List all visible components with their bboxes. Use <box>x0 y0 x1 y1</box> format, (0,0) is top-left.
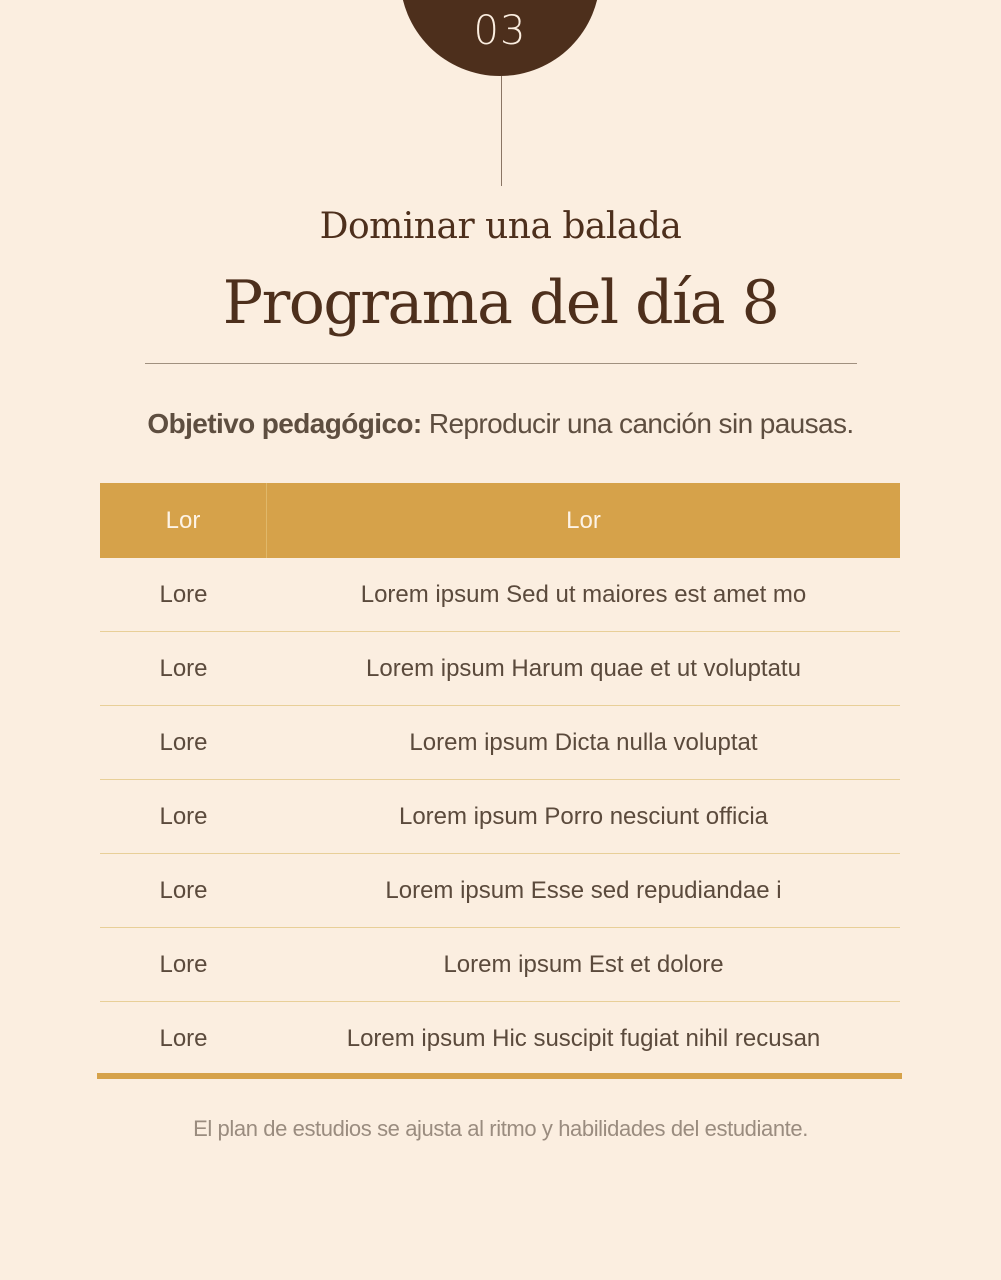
row-activity: Lorem ipsum Est et dolore <box>443 950 724 978</box>
row-activity: Lorem ipsum Porro nesciunt officia <box>398 802 769 830</box>
row-label: Lore <box>159 802 208 830</box>
objective-text: Reproducir una canción sin pausas. <box>421 408 854 439</box>
page-title: Programa del día 8 <box>222 268 779 338</box>
row-activity: Lorem ipsum Hic suscipit fugiat nihil recusan <box>346 1025 821 1052</box>
table-row <box>100 854 900 928</box>
row-label: Lore <box>159 654 208 682</box>
row-label: Lore <box>159 580 208 608</box>
table-row <box>100 928 900 1002</box>
table-row <box>100 1002 900 1076</box>
table-row <box>100 706 900 780</box>
row-label: Lore <box>159 950 208 978</box>
table-row <box>100 558 900 632</box>
table-header <box>100 483 900 558</box>
row-activity: Lorem ipsum Sed ut maiores est amet mo <box>360 580 807 608</box>
header-cell-1: Lor <box>100 483 267 558</box>
table-row <box>100 632 900 706</box>
connector-line <box>501 76 502 186</box>
row-label: Lore <box>159 876 208 904</box>
objective-label: Objetivo pedagógico: <box>147 408 422 439</box>
page-subtitle: Dominar una balada <box>319 206 682 247</box>
row-label: Lore <box>159 1025 208 1052</box>
row-activity: Lorem ipsum Dicta nulla voluptat <box>409 728 758 756</box>
table-bottom-bar <box>97 1073 902 1079</box>
table-row <box>100 780 900 854</box>
header-cell-2: Lor <box>566 506 601 534</box>
badge-number: 03 <box>473 8 527 54</box>
table-body <box>100 558 900 1076</box>
objective-line <box>0 408 1001 440</box>
divider <box>145 363 857 364</box>
row-label: Lore <box>159 728 208 756</box>
schedule-table <box>100 483 900 1076</box>
row-activity: Lorem ipsum Harum quae et ut voluptatu <box>366 654 801 682</box>
footnote: El plan de estudios se ajusta al ritmo y habilidades del estudiante. <box>193 1116 808 1141</box>
row-activity: Lorem ipsum Esse sed repudiandae i <box>385 876 782 904</box>
